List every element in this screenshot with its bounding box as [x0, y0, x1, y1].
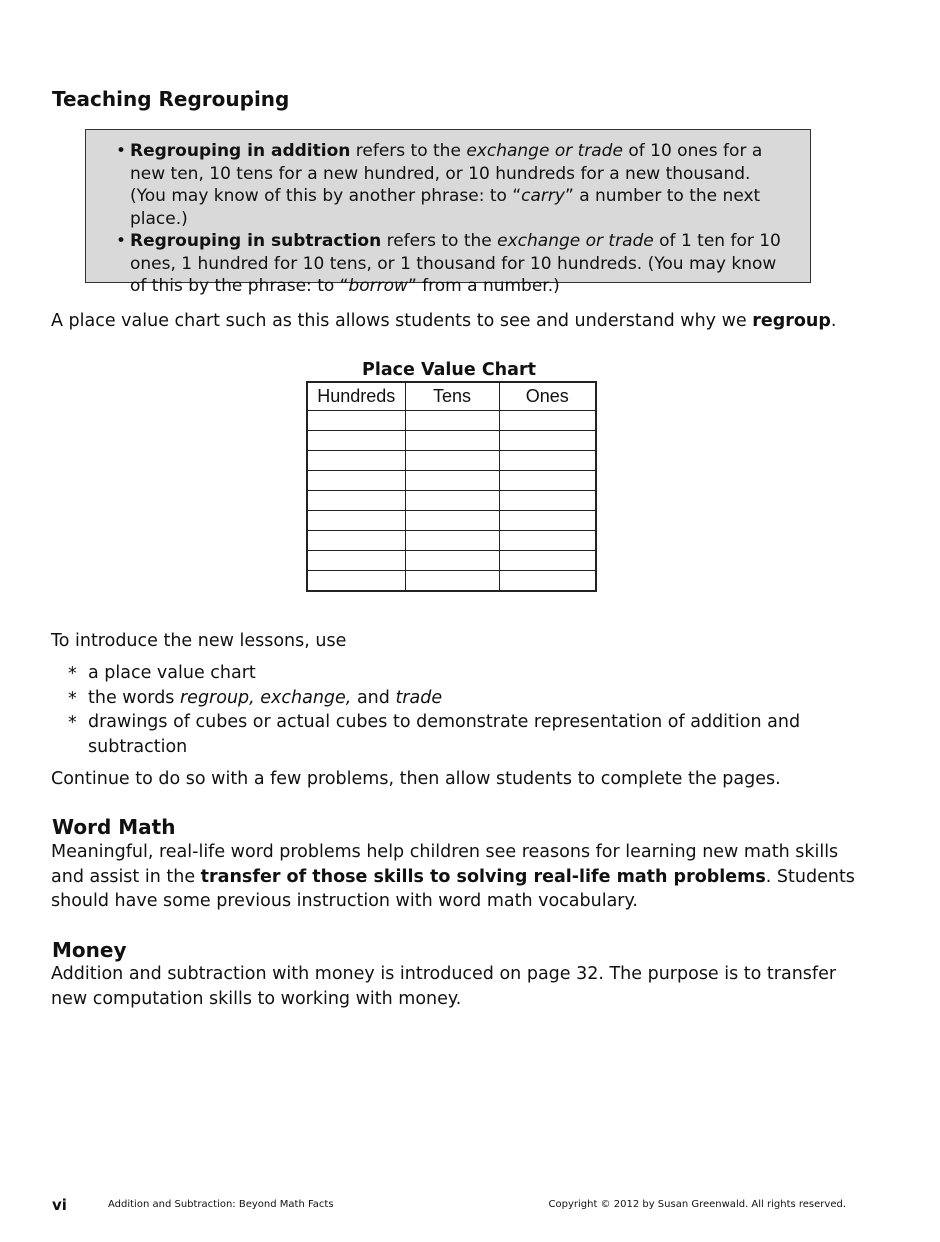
- chart-empty-cell: [307, 451, 405, 471]
- word-math-text: Meaningful, real-life word problems help children see reasons for learning new math skills and assist in the transfer of those skills to solving real-life math problems. Students should have some previous instruction with word math vocabulary.: [51, 842, 855, 911]
- chart-empty-cell: [499, 471, 596, 491]
- chart-empty-cell: [307, 531, 405, 551]
- regrouping-definitions-box: [85, 129, 811, 296]
- chart-empty-row: [307, 551, 596, 571]
- list-item: * a place value chart: [66, 661, 826, 686]
- chart-empty-cell: [499, 511, 596, 531]
- chart-body: [307, 411, 596, 592]
- chart-empty-cell: [405, 471, 499, 491]
- chart-empty-cell: [499, 451, 596, 471]
- chart-header-row: [307, 382, 596, 411]
- chart-empty-row: [307, 511, 596, 531]
- column-hundreds: Hundreds: [307, 382, 405, 411]
- introduce-list: [66, 661, 826, 759]
- chart-empty-cell: [307, 491, 405, 511]
- place-value-chart-title: Place Value Chart: [362, 360, 536, 380]
- chart-empty-cell: [405, 551, 499, 571]
- money-heading: Money: [52, 938, 127, 962]
- teaching-regrouping-heading: Teaching Regrouping: [52, 87, 290, 111]
- chart-empty-cell: [405, 511, 499, 531]
- chart-empty-cell: [405, 531, 499, 551]
- chart-empty-cell: [307, 411, 405, 431]
- introduce-lead: To introduce the new lessons, use: [51, 631, 347, 651]
- chart-empty-cell: [307, 571, 405, 592]
- chart-intro-text: A place value chart such as this allows students to see and understand why we regroup.: [51, 311, 837, 331]
- chart-empty-cell: [307, 431, 405, 451]
- column-ones: Ones: [499, 382, 596, 411]
- chart-empty-cell: [499, 551, 596, 571]
- chart-empty-cell: [499, 491, 596, 511]
- chart-empty-row: [307, 531, 596, 551]
- chart-empty-row: [307, 411, 596, 431]
- chart-empty-row: [307, 491, 596, 511]
- list-item: * the words regroup, exchange, and trade: [66, 686, 826, 711]
- chart-empty-cell: [405, 411, 499, 431]
- money-text: Addition and subtraction with money is introduced on page 32. The purpose is to transfer new computation skills to working with money.: [51, 964, 837, 1009]
- chart-empty-cell: [405, 571, 499, 592]
- copyright-notice: Copyright © 2012 by Susan Greenwald. All rights reserved.: [548, 1199, 846, 1210]
- word-math-heading: Word Math: [52, 815, 176, 839]
- chart-empty-row: [307, 451, 596, 471]
- place-value-chart: [306, 381, 597, 592]
- chart-empty-cell: [499, 571, 596, 592]
- chart-empty-cell: [499, 531, 596, 551]
- chart-empty-cell: [499, 411, 596, 431]
- chart-empty-cell: [307, 471, 405, 491]
- chart-empty-cell: [405, 491, 499, 511]
- list-item: * drawings of cubes or actual cubes to demonstrate representation of addition and subtraction: [66, 710, 826, 759]
- definition-subtraction: • Regrouping in subtraction refers to the exchange or trade of 1 ten for 10 ones, 1 hundred for 10 tens, or 1 thousand for 10 hundreds. (You may know of this by the phrase: to “borrow” from a number.): [116, 230, 790, 298]
- chart-empty-row: [307, 431, 596, 451]
- chart-empty-cell: [307, 551, 405, 571]
- column-tens: Tens: [405, 382, 499, 411]
- chart-empty-cell: [405, 431, 499, 451]
- definitions-list: [116, 140, 790, 298]
- chart-empty-cell: [405, 451, 499, 471]
- continue-text: Continue to do so with a few problems, then allow students to complete the pages.: [51, 769, 781, 789]
- book-title: Addition and Subtraction: Beyond Math Facts: [108, 1199, 334, 1210]
- definition-addition: • Regrouping in addition refers to the exchange or trade of 10 ones for a new ten, 10 tens for a new hundred, or 10 hundreds for a new thousand. (You may know of this by another phrase: to “carry” a number to the next place.): [116, 140, 790, 230]
- page-number: vi: [52, 1196, 67, 1214]
- chart-empty-row: [307, 571, 596, 592]
- chart-empty-row: [307, 471, 596, 491]
- chart-empty-cell: [499, 431, 596, 451]
- chart-empty-cell: [307, 511, 405, 531]
